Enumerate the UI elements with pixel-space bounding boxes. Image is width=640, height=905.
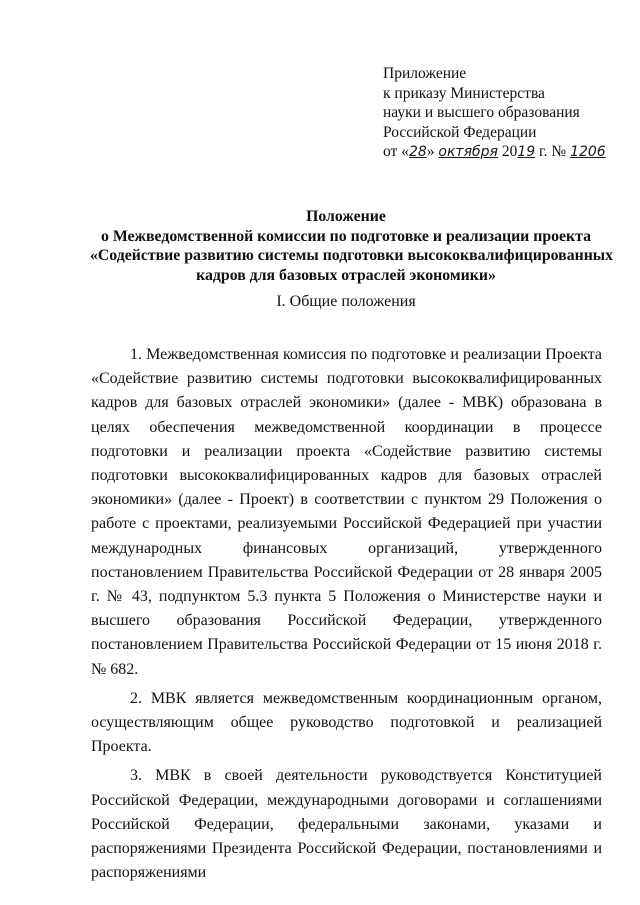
title-line-2: о Межведомственной комиссии по подготовке и реализации проекта bbox=[100, 227, 591, 245]
appendix-order-ref: к приказу Министерства bbox=[383, 84, 545, 102]
appendix-ministry-name: науки и высшего образования bbox=[383, 104, 580, 121]
section-heading: I. Общие положения bbox=[276, 293, 416, 310]
paragraph-3: 3. МВК в своей деятельности руководствуется Конституцией Российской Федерации, международными договорами и соглашениями Российской Федерации, федеральными законами, указами и распоряжениями Президента Российской Федерации, постановлениями и распоряжениями bbox=[91, 767, 602, 882]
body-text bbox=[91, 343, 602, 890]
date-year-suffix: г. № bbox=[535, 143, 567, 160]
appendix-block bbox=[383, 64, 606, 163]
date-day: 28 bbox=[408, 144, 427, 160]
title-line-1: Положение bbox=[306, 208, 386, 225]
date-mid: » bbox=[426, 143, 435, 160]
title-line-3: «Содействие развитию системы подготовки высококвалифицированных bbox=[90, 247, 614, 264]
appendix-label: Приложение bbox=[383, 65, 467, 82]
paragraph-1: 1. Межведомственная комиссия по подготовке и реализации Проекта «Содействие развитию системы подготовки высококвалифицированных кадров для базовых отраслей экономики» (далее - МВК) образована в целях обеспечения межведомственной координации в процессе подготовки и реализации проекта «Содействие развитию системы подготовки высококвалифицированных кадров для базовых отраслей экономики» (далее - Проект) в соответствии с пунктом 29 Положения о работе с проектами, реализуемыми Российской Федерацией при участии международных финансовых организаций, утвержденного постановлением Правительства Российской Федерации от 28 января 2005 г. № 43, подпунктом 5.3 пункта 5 Положения о Министерстве науки и высшего образования Российской Федерации, утвержденного постановлением Правительства Российской Федерации от 15 июня 2018 г. № 682. bbox=[91, 346, 602, 678]
date-year-prefix: 20 bbox=[501, 143, 518, 160]
title-line-4: кадров для базовых отраслей экономики» bbox=[196, 266, 496, 284]
paragraph-2: 2. МВК является межведомственным координационным органом, осуществляющим общее руководство подготовкой и реализацией Проекта. bbox=[91, 689, 602, 756]
document-title bbox=[90, 207, 614, 285]
date-year: 19 bbox=[517, 144, 536, 160]
appendix-date-line bbox=[383, 142, 606, 163]
date-prefix: от « bbox=[383, 143, 409, 160]
order-number: 1206 bbox=[570, 144, 606, 160]
date-month: октября bbox=[438, 144, 498, 160]
appendix-country: Российской Федерации bbox=[383, 123, 537, 141]
